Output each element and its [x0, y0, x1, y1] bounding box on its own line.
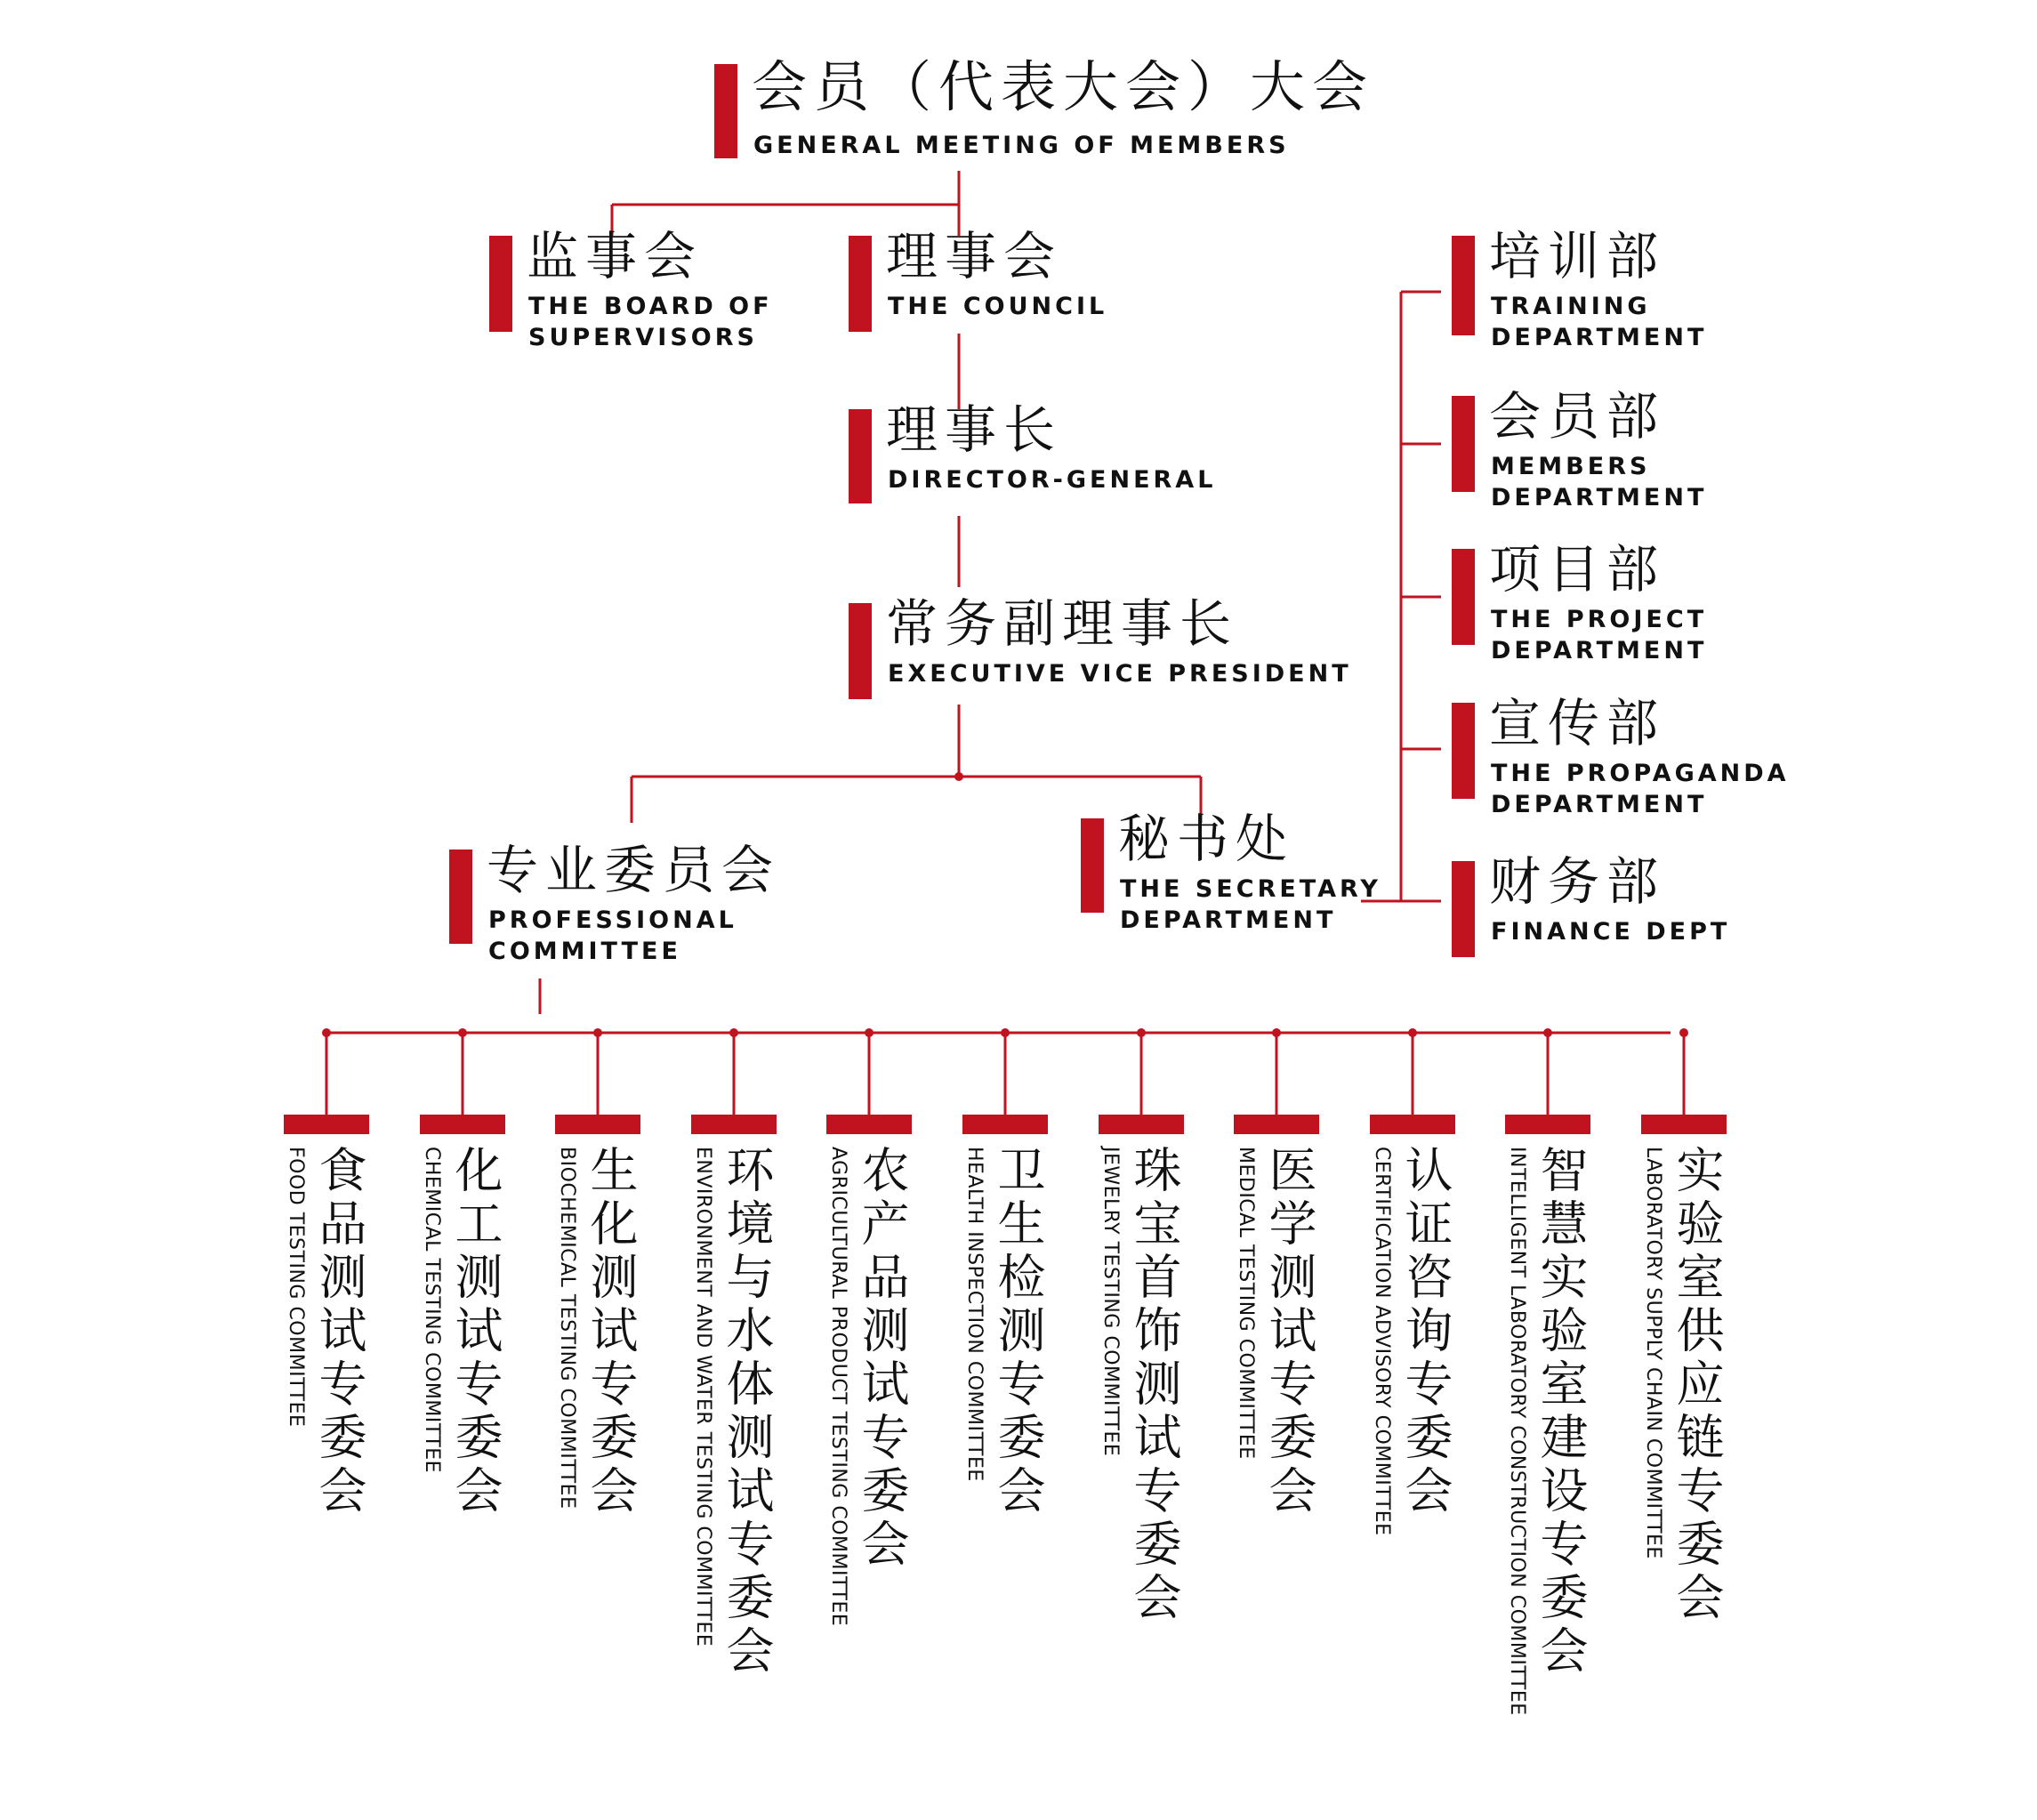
- committee-title-en: CERTIFICATION ADVISORY COMMITTEE: [1371, 1147, 1393, 1536]
- connector-dot: [1272, 1028, 1281, 1037]
- committee-title-zh: 环境与水体测试专委会: [719, 1145, 775, 1679]
- accent-bar: [1641, 1115, 1727, 1134]
- node-title-en-line2: SUPERVISORS: [528, 324, 758, 351]
- accent-bar: [849, 409, 872, 503]
- node-title-en: THE COUNCIL: [888, 293, 1108, 320]
- accent-bar: [1452, 703, 1475, 799]
- committee-title-zh: 农产品测试专委会: [854, 1145, 910, 1572]
- node-title-en-line1: PROFESSIONAL: [488, 906, 737, 934]
- accent-bar: [284, 1115, 369, 1134]
- accent-bar: [826, 1115, 912, 1134]
- node-title-en-line1: THE SECRETARY: [1120, 875, 1381, 903]
- connector-dot: [1001, 1028, 1010, 1037]
- accent-bar: [555, 1115, 640, 1134]
- committee-title-en: CHEMICAL TESTING COMMITTEE: [421, 1147, 443, 1474]
- committee-title-en: INTELLIGENT LABORATORY CONSTRUCTION COMMITTEE: [1506, 1147, 1528, 1716]
- connector-dot: [729, 1028, 738, 1037]
- node-title-zh: 会员部: [1489, 386, 1666, 447]
- committee-title-zh: 认证咨询专委会: [1397, 1145, 1453, 1518]
- committee-title-zh: 卫生检测专委会: [990, 1145, 1046, 1518]
- node-title-en-line1: TRAINING: [1491, 293, 1651, 320]
- connector-dot: [1137, 1028, 1146, 1037]
- accent-bar: [849, 603, 872, 699]
- node-title-zh: 常务副理事长: [886, 593, 1239, 654]
- node-title-en: EXECUTIVE VICE PRESIDENT: [888, 660, 1352, 688]
- accent-bar: [1234, 1115, 1319, 1134]
- committee-title-zh: 食品测试专委会: [311, 1145, 367, 1518]
- node-title-zh: 项目部: [1489, 539, 1666, 600]
- node-title-en: GENERAL MEETING OF MEMBERS: [753, 132, 1290, 159]
- connector-dot: [593, 1028, 602, 1037]
- node-title-zh: 理事会: [886, 226, 1063, 286]
- committee-title-en: JEWELRY TESTING COMMITTEE: [1099, 1147, 1122, 1457]
- connector-dot: [322, 1028, 331, 1037]
- node-title-en-line2: DEPARTMENT: [1491, 637, 1708, 664]
- connector-dot: [1543, 1028, 1552, 1037]
- committee-title-en: FOOD TESTING COMMITTEE: [285, 1147, 307, 1428]
- node-title-en-line1: MEMBERS: [1491, 453, 1651, 480]
- accent-bar: [714, 64, 737, 158]
- node-title-zh: 专业委员会: [487, 840, 781, 900]
- committee-title-zh: 生化测试专委会: [583, 1145, 639, 1518]
- committee-title-en: AGRICULTURAL PRODUCT TESTING COMMITTEE: [827, 1147, 849, 1627]
- node-title-zh: 培训部: [1489, 226, 1666, 286]
- node-title-en-line2: DEPARTMENT: [1491, 791, 1708, 818]
- node-title-en-line1: THE PROJECT: [1491, 606, 1708, 633]
- accent-bar: [420, 1115, 505, 1134]
- node-title-zh: 会员（代表大会）大会: [752, 54, 1375, 119]
- accent-bar: [1505, 1115, 1590, 1134]
- accent-bar: [489, 236, 512, 332]
- node-title-en-line1: THE BOARD OF: [528, 293, 773, 320]
- accent-bar: [1452, 396, 1475, 492]
- connector-dot: [458, 1028, 467, 1037]
- committee-title-zh: 化工测试专委会: [447, 1145, 503, 1518]
- accent-bar: [1099, 1115, 1184, 1134]
- committee-title-en: HEALTH INSPECTION COMMITTEE: [963, 1147, 986, 1482]
- committee-title-en: MEDICAL TESTING COMMITTEE: [1235, 1147, 1257, 1460]
- accent-bar: [1452, 549, 1475, 645]
- accent-bar: [691, 1115, 777, 1134]
- committee-title-en: LABORATORY SUPPLY CHAIN COMMITTEE: [1642, 1147, 1664, 1559]
- node-title-en-line2: DEPARTMENT: [1491, 324, 1708, 351]
- node-title-en-line2: DEPARTMENT: [1120, 906, 1337, 934]
- node-title-zh: 秘书处: [1118, 809, 1295, 869]
- node-title-en: DIRECTOR-GENERAL: [888, 466, 1217, 494]
- node-title-en-line2: DEPARTMENT: [1491, 484, 1708, 511]
- node-title-zh: 财务部: [1489, 851, 1666, 912]
- node-title-zh: 理事长: [886, 399, 1063, 460]
- accent-bar: [1452, 236, 1475, 335]
- connector-dot: [865, 1028, 874, 1037]
- accent-bar: [962, 1115, 1048, 1134]
- node-title-en-line1: THE PROPAGANDA: [1491, 760, 1790, 787]
- accent-bar: [849, 236, 872, 332]
- committee-title-zh: 实验室供应链专委会: [1669, 1145, 1725, 1625]
- node-title-en: FINANCE DEPT: [1491, 918, 1731, 946]
- accent-bar: [1081, 818, 1104, 913]
- node-title-zh: 宣传部: [1489, 693, 1666, 753]
- committee-title-zh: 智慧实验室建设专委会: [1533, 1145, 1589, 1679]
- accent-bar: [449, 850, 472, 944]
- committee-title-en: ENVIRONMENT AND WATER TESTING COMMITTEE: [692, 1147, 714, 1647]
- accent-bar: [1452, 861, 1475, 957]
- connector-dot: [1408, 1028, 1417, 1037]
- node-title-zh: 监事会: [527, 226, 704, 286]
- accent-bar: [1370, 1115, 1455, 1134]
- connector-dot: [1679, 1028, 1688, 1037]
- committee-title-zh: 医学测试专委会: [1261, 1145, 1317, 1518]
- committee-title-en: BIOCHEMICAL TESTING COMMITTEE: [556, 1147, 578, 1510]
- node-title-en-line2: COMMITTEE: [488, 938, 681, 965]
- committee-title-zh: 珠宝首饰测试专委会: [1126, 1145, 1182, 1625]
